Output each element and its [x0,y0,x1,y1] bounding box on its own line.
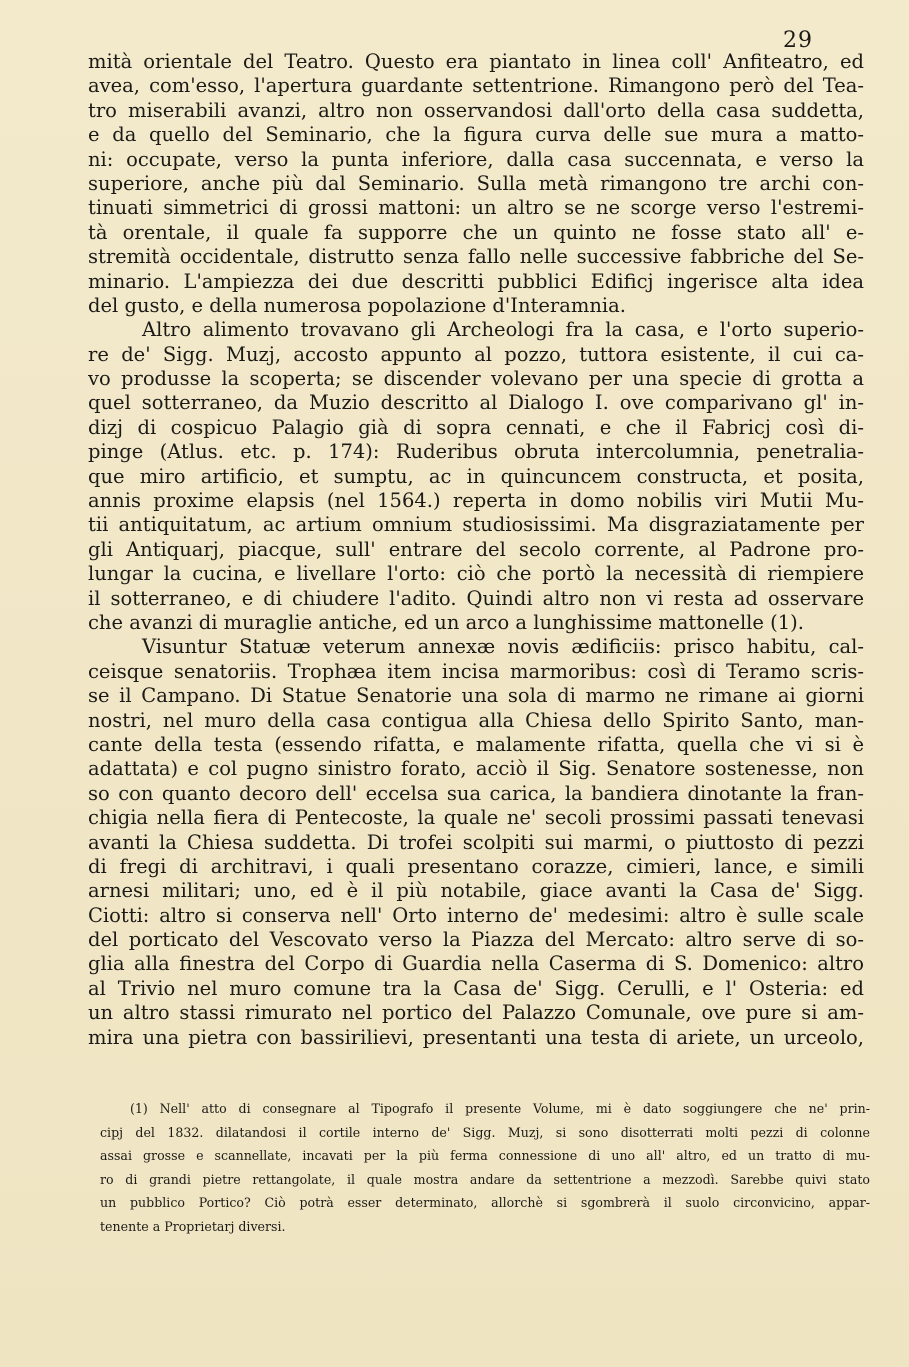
body-line: e da quello del Seminario, che la figura curva delle sue mura a matto- [88,123,864,147]
body-line: Ciotti: altro si conserva nell' Orto interno de' medesimi: altro è sulle scale [88,903,864,927]
body-line: lungar la cucina, e livellare l'orto: ciò che portò la necessità di riempiere [88,562,864,586]
body-line: chigia nella fiera di Pentecoste, la quale ne' secoli prossimi passati tenevasi [88,806,864,830]
body-line: glia alla finestra del Corpo di Guardia nella Caserma di S. Domenico: altro [88,952,864,976]
body-line: Altro alimento trovavano gli Archeologi fra la casa, e l'orto superio- [142,318,864,342]
body-line: mità orientale del Teatro. Questo era piantato in linea coll' Anfiteatro, ed [88,50,864,73]
body-line: nostri, nel muro della casa contigua alla Chiesa dello Spirito Santo, man- [88,708,864,732]
body-text [88,50,864,1050]
body-line: avanti la Chiesa suddetta. Di trofei scolpiti sui marmi, o piuttosto di pezzi [88,830,864,854]
body-line: annis proxime elapsis (nel 1564.) reperta in domo nobilis viri Mutii Mu- [88,489,864,513]
page-number: 29 [783,28,813,53]
body-line: del gusto, e della numerosa popolazione d'Interamnia. [88,293,626,317]
body-line: cante della testa (essendo rifatta, e malamente rifatta, quella che vi si è [88,732,864,756]
body-line: del porticato del Vescovato verso la Piazza del Mercato: altro serve di so- [88,928,864,952]
body-line: un altro stassi rimurato nel portico del Palazzo Comunale, ove pure si am- [88,1001,864,1025]
body-line: mira una pietra con bassirilievi, presentanti una testa di ariete, un urceolo, [88,1025,864,1049]
body-line: minario. L'ampiezza dei due descritti pubblici Edificj ingerisce alta idea [88,269,864,293]
body-line: che avanzi di muraglie antiche, ed un arco a lunghissime mattonelle (1). [88,610,804,634]
footnote-line: assai grosse e scannellate, incavati per la più ferma connessione di uno all' altro, ed un tratto di mu- [100,1148,870,1163]
body-line: adattata) e col pugno sinistro forato, acciò il Sig. Senatore sostenesse, non [88,757,864,781]
body-line: avea, com'esso, l'apertura guardante settentrione. Rimangono però del Tea- [88,74,864,98]
body-line: Visuntur Statuæ veterum annexæ novis ædificiis: prisco habitu, cal- [142,635,864,659]
body-line: arnesi militari; uno, ed è il più notabile, giace avanti la Casa de' Sigg. [88,879,864,903]
body-line: quel sotterraneo, da Muzio descritto al Dialogo I. ove comparivano gl' in- [88,391,864,415]
body-line: dizj di cospicuo Palagio già di sopra cennati, e che il Fabricj così di- [88,415,864,439]
body-line: al Trivio nel muro comune tra la Casa de' Sigg. Cerulli, e l' Osteria: ed [88,976,864,1000]
body-line: superiore, anche più dal Seminario. Sulla metà rimangono tre archi con- [88,171,864,195]
body-line: il sotterraneo, e di chiudere l'adito. Quindi altro non vi resta ad osservare [88,586,864,610]
body-line: se il Campano. Di Statue Senatorie una sola di marmo ne rimane ai giorni [88,684,864,708]
body-line: gli Antiquarj, piacque, sull' entrare del secolo corrente, al Padrone pro- [88,537,864,561]
body-line: ni: occupate, verso la punta inferiore, dalla casa succennata, e verso la [88,147,864,171]
body-line: tà orentale, il quale fa supporre che un quinto ne fosse stato all' e- [88,220,864,244]
footnote [100,1097,870,1238]
footnote-line: tenente a Proprietarj diversi. [100,1218,286,1234]
footnote-line: cipj del 1832. dilatandosi il cortile interno de' Sigg. Muzj, si sono disotterrati molti pezzi di colonne [100,1124,870,1140]
body-line: tinuati simmetrici di grossi mattoni: un altro se ne scorge verso l'estremi- [88,196,864,220]
footnote-line: un pubblico Portico? Ciò potrà esser determinato, allorchè si sgombrerà il suolo circonvicino, appar- [100,1195,870,1210]
body-line: que miro artificio, et sumptu, ac in quincuncem constructa, et posita, [88,464,864,488]
footnote-line: ro di grandi pietre rettangolate, il quale mostra andare da settentrione a mezzodì. Sarebbe quivi stato [100,1171,870,1187]
body-line: so con quanto decoro dell' eccelsa sua carica, la bandiera dinotante la fran- [88,781,864,805]
body-line: re de' Sigg. Muzj, accosto appunto al pozzo, tuttora esistente, il cui ca- [88,342,864,366]
body-line: pinge (Atlus. etc. p. 174): Ruderibus obruta intercolumnia, penetralia- [88,440,864,464]
body-line: tro miserabili avanzi, altro non osservandosi dall'orto della casa suddetta, [88,98,864,122]
body-line: tii antiquitatum, ac artium omnium studiosissimi. Ma disgraziatamente per [88,513,864,537]
body-line: di fregi di architravi, i quali presentano corazze, cimieri, lance, e simili [88,854,864,878]
body-line: stremità occidentale, distrutto senza fallo nelle successive fabbriche del Se- [88,245,864,269]
body-line: ceisque senatoriis. Trophæa item incisa marmoribus: così di Teramo scris- [88,659,864,683]
body-line: vo produsse la scoperta; se discender volevano per una specie di grotta a [88,367,864,391]
footnote-line: (1) Nell' atto di consegnare al Tipografo il presente Volume, mi è dato soggiungere che ne' prin- [130,1101,870,1116]
